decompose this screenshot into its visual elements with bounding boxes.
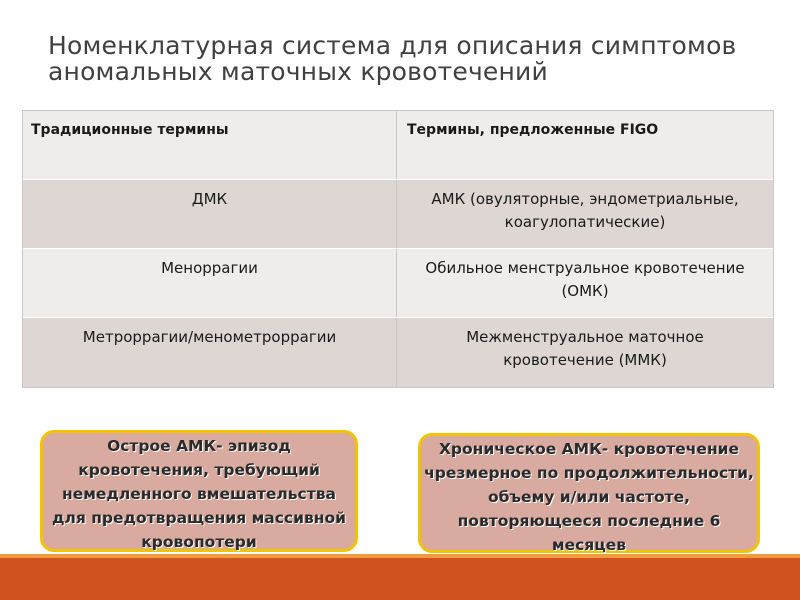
callout-line: чрезмерное по продолжительности,	[424, 464, 754, 482]
table-header-row	[23, 111, 773, 180]
footer-bar	[0, 558, 800, 600]
cell-traditional: Метроррагии/менометроррагии	[23, 318, 397, 387]
callout-line: повторяющееся последние 6	[457, 512, 721, 530]
cell-figo-line-2: (ОМК)	[561, 282, 609, 300]
cell-figo	[397, 318, 773, 387]
acute-aub-callout	[40, 430, 358, 552]
callout-line: для предотвращения массивной	[51, 509, 346, 527]
cell-figo-line-2: коагулопатические)	[504, 213, 666, 231]
table-row	[23, 318, 773, 387]
cell-figo-line-1: Обильное менструальное кровотечение	[425, 259, 745, 277]
terms-table	[22, 110, 774, 388]
cell-figo	[397, 249, 773, 317]
callout-line: Острое АМК- эпизод	[107, 437, 291, 455]
callout-line: месяцев	[551, 536, 627, 554]
callout-line: кровопотери	[141, 533, 257, 551]
cell-figo-line-1: Межменструальное маточное	[466, 328, 704, 346]
table-row	[23, 249, 773, 318]
chronic-aub-callout	[418, 433, 760, 553]
callout-line: Хроническое АМК- кровотечение	[438, 440, 740, 458]
cell-figo-line-1: АМК (овуляторные, эндометриальные,	[431, 190, 739, 208]
cell-traditional: ДМК	[23, 180, 397, 248]
slide-title	[48, 33, 768, 85]
callout-line: немедленного вмешательства	[62, 485, 336, 503]
cell-traditional: Меноррагии	[23, 249, 397, 317]
slide-title-line-1: Номенклатурная система для описания симптомов	[48, 31, 737, 60]
table-row	[23, 180, 773, 249]
callout-line: кровотечения, требующий	[78, 461, 320, 479]
cell-figo-line-2: кровотечение (ММК)	[503, 351, 667, 369]
callout-line: объему и/или частоте,	[487, 488, 691, 506]
slide-title-line-2: аномальных маточных кровотечений	[48, 57, 548, 86]
header-traditional-terms: Традиционные термины	[23, 111, 397, 179]
cell-figo	[397, 180, 773, 248]
header-figo-terms: Термины, предложенные FIGO	[407, 122, 659, 138]
